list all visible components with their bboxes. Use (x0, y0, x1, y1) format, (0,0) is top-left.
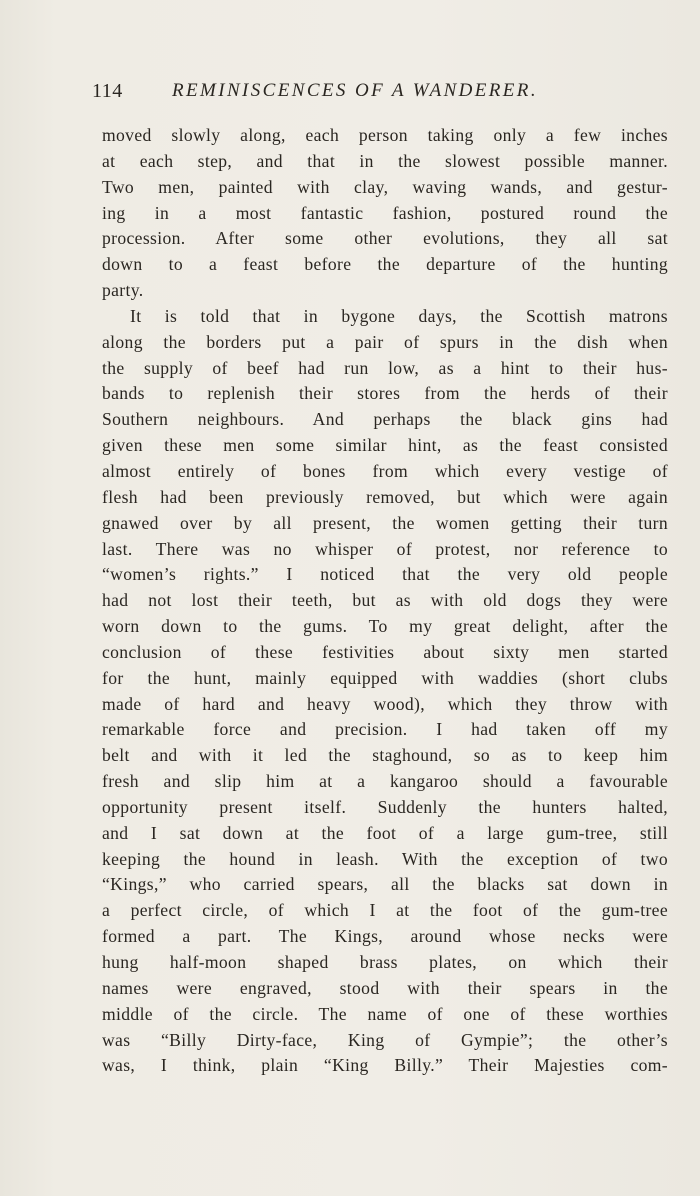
running-title: REMINISCENCES OF A WANDERER. (172, 80, 538, 101)
text-line: “women’s rights.” I noticed that the very old people (102, 564, 668, 585)
text-line: was, I think, plain “King Billy.” Their Majesties com- (102, 1055, 668, 1076)
page-number: 114 (92, 80, 123, 102)
text-line: ing in a most fantastic fashion, postured round the (102, 202, 668, 223)
text-line: a perfect circle, of which I at the foot of the gum-tree (102, 900, 668, 921)
text-line: Two men, painted with clay, waving wands, and gestur- (102, 176, 668, 197)
body-text (102, 123, 668, 1079)
text-line: made of hard and heavy wood), which they throw with (102, 693, 668, 714)
text-line: down to a feast before the departure of the hunting (102, 254, 668, 275)
text-line: along the borders put a pair of spurs in the dish when (102, 331, 668, 352)
text-line: moved slowly along, each person taking only a few inches (102, 125, 668, 145)
text-line: party. (102, 280, 144, 301)
text-line: and I sat down at the foot of a large gum-tree, still (102, 822, 668, 843)
text-line: formed a part. The Kings, around whose necks were (102, 926, 668, 947)
text-line: worn down to the gums. To my great delight, after the (102, 616, 668, 637)
text-line: hung half-moon shaped brass plates, on which their (102, 952, 668, 972)
text-line: middle of the circle. The name of one of these worthies (102, 1003, 668, 1024)
text-line: remarkable force and precision. I had taken off my (102, 719, 668, 740)
text-line: bands to replenish their stores from the herds of their (102, 383, 668, 404)
text-line: the supply of beef had run low, as a hint to their hus- (102, 357, 668, 378)
text-line: procession. After some other evolutions, they all sat (102, 228, 668, 249)
text-line: flesh had been previously removed, but which were again (102, 486, 668, 507)
text-line: had not lost their teeth, but as with old dogs they were (102, 590, 668, 611)
text-line: opportunity present itself. Suddenly the hunters halted, (102, 796, 668, 817)
page-header (92, 80, 612, 110)
text-line: given these men some similar hint, as the feast consisted (102, 435, 668, 456)
text-line: It is told that in bygone days, the Scottish matrons (130, 305, 668, 326)
text-line: fresh and slip him at a kangaroo should a favourable (102, 771, 668, 792)
text-line: last. There was no whisper of protest, nor reference to (102, 538, 668, 559)
text-line: gnawed over by all present, the women getting their turn (102, 512, 668, 533)
text-line: “Kings,” who carried spears, all the blacks sat down in (102, 874, 668, 895)
text-line: belt and with it led the staghound, so as to keep him (102, 745, 668, 766)
text-line: Southern neighbours. And perhaps the black gins had (102, 409, 668, 430)
text-line: at each step, and that in the slowest possible manner. (102, 150, 668, 171)
text-line: for the hunt, mainly equipped with waddies (short clubs (102, 667, 668, 688)
text-line: conclusion of these festivities about sixty men started (102, 641, 668, 662)
text-line: names were engraved, stood with their spears in the (102, 977, 668, 998)
text-line: was “Billy Dirty-face, King of Gympie”; the other’s (102, 1029, 668, 1050)
text-line: almost entirely of bones from which every vestige of (102, 460, 668, 481)
text-line: keeping the hound in leash. With the exception of two (102, 848, 668, 869)
